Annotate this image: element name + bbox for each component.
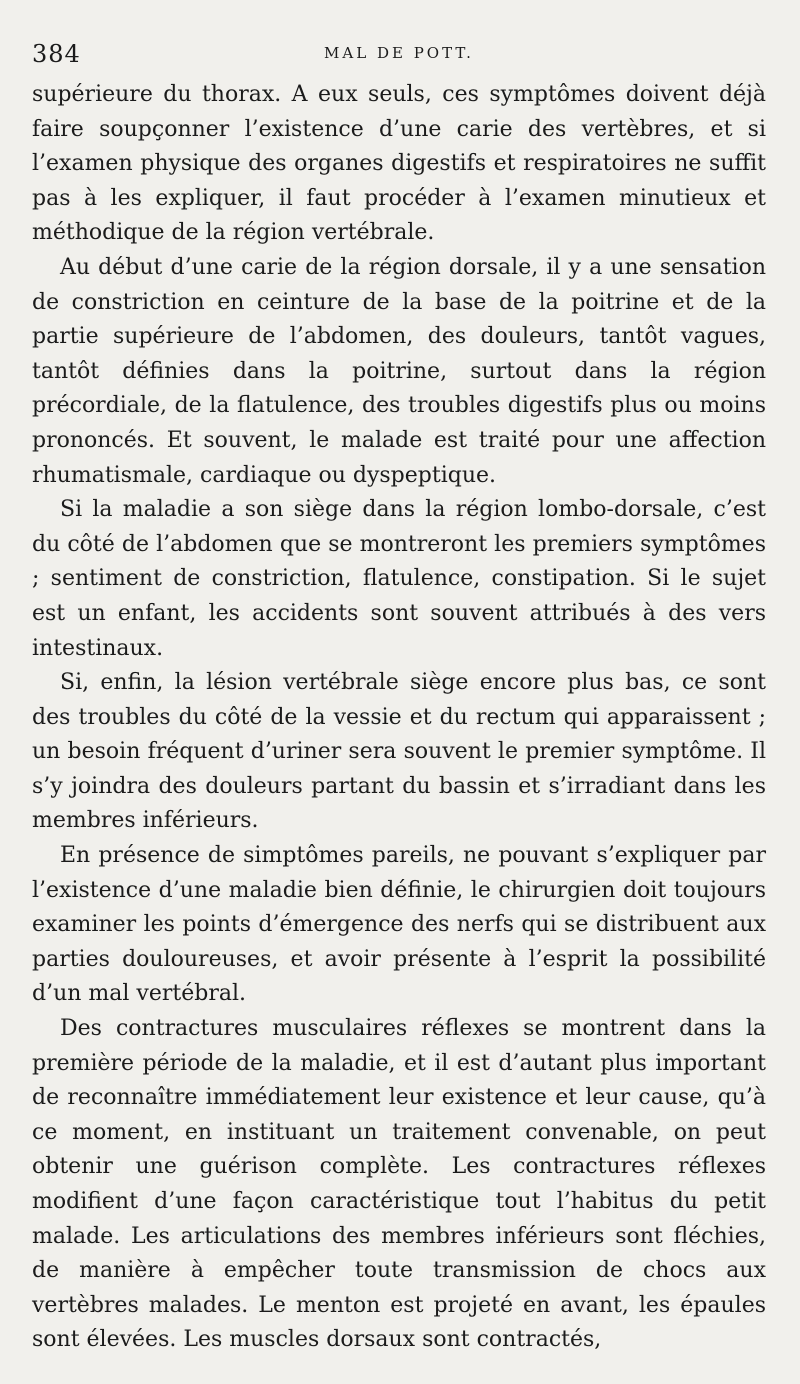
paragraph: En présence de simptômes pareils, ne pouvant s’expliquer par l’existence d’une maladie bien définie, le chirurgien doit toujours examiner les points d’émergence des nerfs qui se distribuent aux parties douloureuses, et avoir présente à l’esprit la possibilité d’un mal vertébral. xyxy=(32,843,766,1007)
paragraph: supérieure du thorax. A eux seuls, ces symptômes doivent déjà faire soupçonner l’existence d’une carie des vertèbres, et si l’examen physique des organes digestifs et respiratoires ne suffit pas à les expliquer, il faut procéder à l’examen minutieux et méthodique de la région vertébrale. xyxy=(32,82,766,246)
running-title: MAL DE POTT. xyxy=(324,44,474,62)
body-text xyxy=(32,78,766,1358)
paragraph: Si la maladie a son siège dans la région lombo-dorsale, c’est du côté de l’abdomen que se montreront les premiers symptômes ; sentiment de constriction, flatulence, constipation. Si le sujet est un enfant, les accidents sont souvent attribués à des vers intestinaux. xyxy=(32,497,766,661)
paragraph: Des contractures musculaires réflexes se montrent dans la première période de la maladie, et il est d’autant plus important de reconnaître immédiatement leur existence et leur cause, qu’à ce moment, en instituant un traitement convenable, on peut obtenir une guérison complète. Les contractures réflexes modifient d’une façon caractéristique tout l’habitus du petit malade. Les articulations des membres inférieurs sont fléchies, de manière à empêcher toute transmission de chocs aux vertèbres malades. Le menton est projeté en avant, les épaules sont élevées. Les muscles dorsaux sont contractés, xyxy=(32,1016,766,1353)
paragraph: Au début d’une carie de la région dorsale, il y a une sensation de constriction en ceinture de la base de la poitrine et de la partie supérieure de l’abdomen, des douleurs, tantôt vagues, tantôt définies dans la poitrine, surtout dans la région précordiale, de la flatulence, des troubles digestifs plus ou moins prononcés. Et souvent, le malade est traité pour une affection rhumatismale, cardiaque ou dyspeptique. xyxy=(32,254,766,488)
page-number: 384 xyxy=(32,40,81,68)
page-header xyxy=(32,26,766,78)
paragraph: Si, enfin, la lésion vertébrale siège encore plus bas, ce sont des troubles du côté de la vessie et du rectum qui apparaissent ; un besoin fréquent d’uriner sera souvent le premier symptôme. Il s’y joindra des douleurs partant du bassin et s’irradiant dans les membres inférieurs. xyxy=(32,670,766,834)
